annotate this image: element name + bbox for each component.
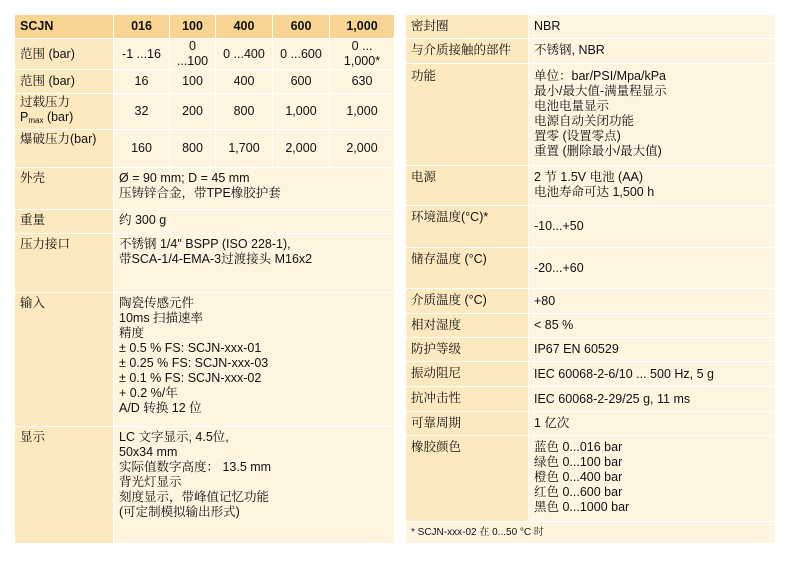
header-100: 100: [170, 15, 216, 39]
cell: 1,700: [216, 130, 273, 168]
protection-value: [529, 338, 776, 362]
value-line: 最小/最大值-满量程显示: [534, 84, 667, 98]
value-line: 电池电量显示: [534, 99, 610, 113]
row-label: 显示: [15, 427, 114, 544]
row-label: 防护等级: [406, 338, 529, 362]
row-label: 功能: [406, 64, 529, 166]
value-line: +80: [534, 293, 556, 308]
row-label: 储存温度 (°C): [406, 248, 529, 289]
vibration-row: [406, 362, 776, 387]
cell: 0 ...100: [170, 39, 216, 70]
header-016: 016: [114, 15, 170, 39]
value-line: 不锈钢, NBR: [534, 43, 605, 57]
cell: 100: [170, 70, 216, 94]
row-label: 范围 (bar): [15, 39, 114, 70]
value-line: + 0.2 %/年: [119, 386, 178, 400]
row-label: 可靠周期: [406, 412, 529, 436]
value-line: 黑色 0...1000 bar: [534, 500, 630, 514]
value-line: < 85 %: [534, 318, 574, 332]
value-line: 实际值数字高度： 13.5 mm: [119, 460, 272, 474]
cell: 800: [170, 130, 216, 168]
range-row: [15, 70, 395, 94]
cell: -1 ...16: [114, 39, 170, 70]
value-line: 电池寿命可达 1,500 h: [534, 185, 655, 199]
media-temp-row: [406, 289, 776, 314]
connection-row: [15, 234, 395, 293]
row-label: 与介质接触的部件: [406, 39, 529, 64]
shock-row: [406, 387, 776, 412]
value-line: 约 300 g: [119, 213, 167, 227]
header-400: 400: [216, 15, 273, 39]
row-label: 橡胶颜色: [406, 436, 529, 522]
value-line: -10...+50: [534, 219, 584, 233]
row-label: 相对湿度: [406, 314, 529, 338]
rubber-color-row: [406, 436, 776, 522]
overload-label: [15, 94, 114, 130]
pressure-symbol: P: [20, 110, 29, 124]
row-label: 输入: [15, 293, 114, 427]
value-line: Ø = 90 mm; D = 45 mm: [119, 171, 250, 185]
right-spec-table: [405, 14, 776, 544]
overload-label-line2: [20, 110, 108, 128]
value-line: 1 亿次: [534, 416, 570, 430]
value-line: (可定制模拟输出形式): [119, 505, 240, 519]
value-line: 10ms 扫描速率: [119, 311, 204, 325]
footnote-row: [406, 522, 776, 544]
seal-row: [406, 15, 776, 39]
display-row: [15, 427, 395, 544]
left-spec-table: [14, 14, 395, 544]
ambient-temp-value: [529, 206, 776, 248]
cell: 400: [216, 70, 273, 94]
cycles-row: [406, 412, 776, 436]
cell: 2,000: [273, 130, 330, 168]
humidity-row: [406, 314, 776, 338]
media-temp-value: [529, 289, 776, 314]
cell: 32: [114, 94, 170, 130]
overload-row: [15, 94, 395, 130]
cell: 0 ...600: [273, 39, 330, 70]
cell: 1,000: [273, 94, 330, 130]
value-line: ± 0.5 % FS: SCJN-xxx-01: [119, 341, 262, 355]
cell: 0 ... 1,000*: [330, 39, 395, 70]
storage-temp-value: [529, 248, 776, 289]
row-label: 外壳: [15, 168, 114, 210]
header-row: [15, 15, 395, 39]
value-line: 置零 (设置零点): [534, 129, 621, 143]
value-line: 电源自动关闭功能: [534, 114, 635, 128]
cell: 1,000: [330, 94, 395, 130]
weight-value: [114, 210, 395, 234]
value-line: ± 0.25 % FS: SCJN-xxx-03: [119, 356, 269, 370]
power-value: [529, 166, 776, 206]
value-line: 2 节 1.5V 电池 (AA): [534, 170, 644, 184]
value-line: 带SCA-1/4-EMA-3过渡接头 M16x2: [119, 252, 313, 266]
rubber-color-value: [529, 436, 776, 522]
seal-value: [529, 15, 776, 39]
humidity-value: [529, 314, 776, 338]
cell: 2,000: [330, 130, 395, 168]
row-label: 重量: [15, 210, 114, 234]
function-row: [406, 64, 776, 166]
value-line: ± 0.1 % FS: SCJN-xxx-02: [119, 371, 262, 385]
value-line: -20...+60: [534, 260, 584, 275]
value-line: 刻度显示，带峰值记忆功能: [119, 490, 270, 504]
pressure-unit: (bar): [43, 110, 74, 124]
value-line: 橙色 0...400 bar: [534, 470, 623, 484]
row-label: 爆破压力(bar): [15, 130, 114, 168]
value-line: 红色 0...600 bar: [534, 485, 623, 499]
header-600: 600: [273, 15, 330, 39]
cell: 200: [170, 94, 216, 130]
value-line: 压铸锌合金，带TPE橡胶护套: [119, 186, 281, 200]
value-line: LC 文字显示, 4.5位,: [119, 430, 229, 444]
value-line: 50x34 mm: [119, 445, 178, 459]
value-line: 重置 (删除最小/最大值): [534, 144, 662, 158]
wetted-parts-row: [406, 39, 776, 64]
cell: 800: [216, 94, 273, 130]
row-label: 密封圈: [406, 15, 529, 39]
value-line: 单位：bar/PSI/Mpa/kPa: [534, 69, 666, 83]
storage-temp-row: [406, 248, 776, 289]
value-line: 绿色 0...100 bar: [534, 455, 623, 469]
cell: 630: [330, 70, 395, 94]
value-line: NBR: [534, 19, 561, 33]
cell: 600: [273, 70, 330, 94]
display-value: [114, 427, 395, 544]
power-row: [406, 166, 776, 206]
row-label: 压力接口: [15, 234, 114, 293]
housing-row: [15, 168, 395, 210]
input-value: [114, 293, 395, 427]
row-label: 抗冲击性: [406, 387, 529, 412]
weight-row: [15, 210, 395, 234]
function-value: [529, 64, 776, 166]
value-line: 蓝色 0...016 bar: [534, 440, 623, 454]
ambient-temp-row: [406, 206, 776, 248]
header-model: SCJN: [15, 15, 114, 39]
wetted-parts-value: [529, 39, 776, 64]
row-label: 振动阻尼: [406, 362, 529, 387]
protection-row: [406, 338, 776, 362]
row-label: 电源: [406, 166, 529, 206]
cycles-value: [529, 412, 776, 436]
shock-value: [529, 387, 776, 412]
vibration-value: [529, 362, 776, 387]
range-row: [15, 39, 395, 70]
value-line: IEC 60068-2-6/10 ... 500 Hz, 5 g: [534, 366, 714, 381]
cell: 16: [114, 70, 170, 94]
row-label: 环境温度(°C)*: [406, 206, 529, 248]
header-1000: 1,000: [330, 15, 395, 39]
connection-value: [114, 234, 395, 293]
housing-value: [114, 168, 395, 210]
footnote: * SCJN-xxx-02 在 0...50 °C 时: [406, 522, 776, 544]
value-line: A/D 转换 12 位: [119, 401, 202, 415]
cell: 160: [114, 130, 170, 168]
value-line: 不锈钢 1/4" BSPP (ISO 228-1),: [119, 237, 291, 251]
value-line: 陶瓷传感元件: [119, 296, 195, 310]
row-label: 介质温度 (°C): [406, 289, 529, 314]
cell: 0 ...400: [216, 39, 273, 70]
row-label: 范围 (bar): [15, 70, 114, 94]
burst-row: [15, 130, 395, 168]
value-line: 精度: [119, 326, 145, 340]
overload-label-line1: 过载压力: [20, 95, 71, 109]
pressure-subscript: max: [28, 116, 44, 125]
value-line: 背光灯显示: [119, 475, 182, 489]
input-row: [15, 293, 395, 427]
value-line: IEC 60068-2-29/25 g, 11 ms: [534, 391, 691, 406]
value-line: IP67 EN 60529: [534, 342, 619, 356]
